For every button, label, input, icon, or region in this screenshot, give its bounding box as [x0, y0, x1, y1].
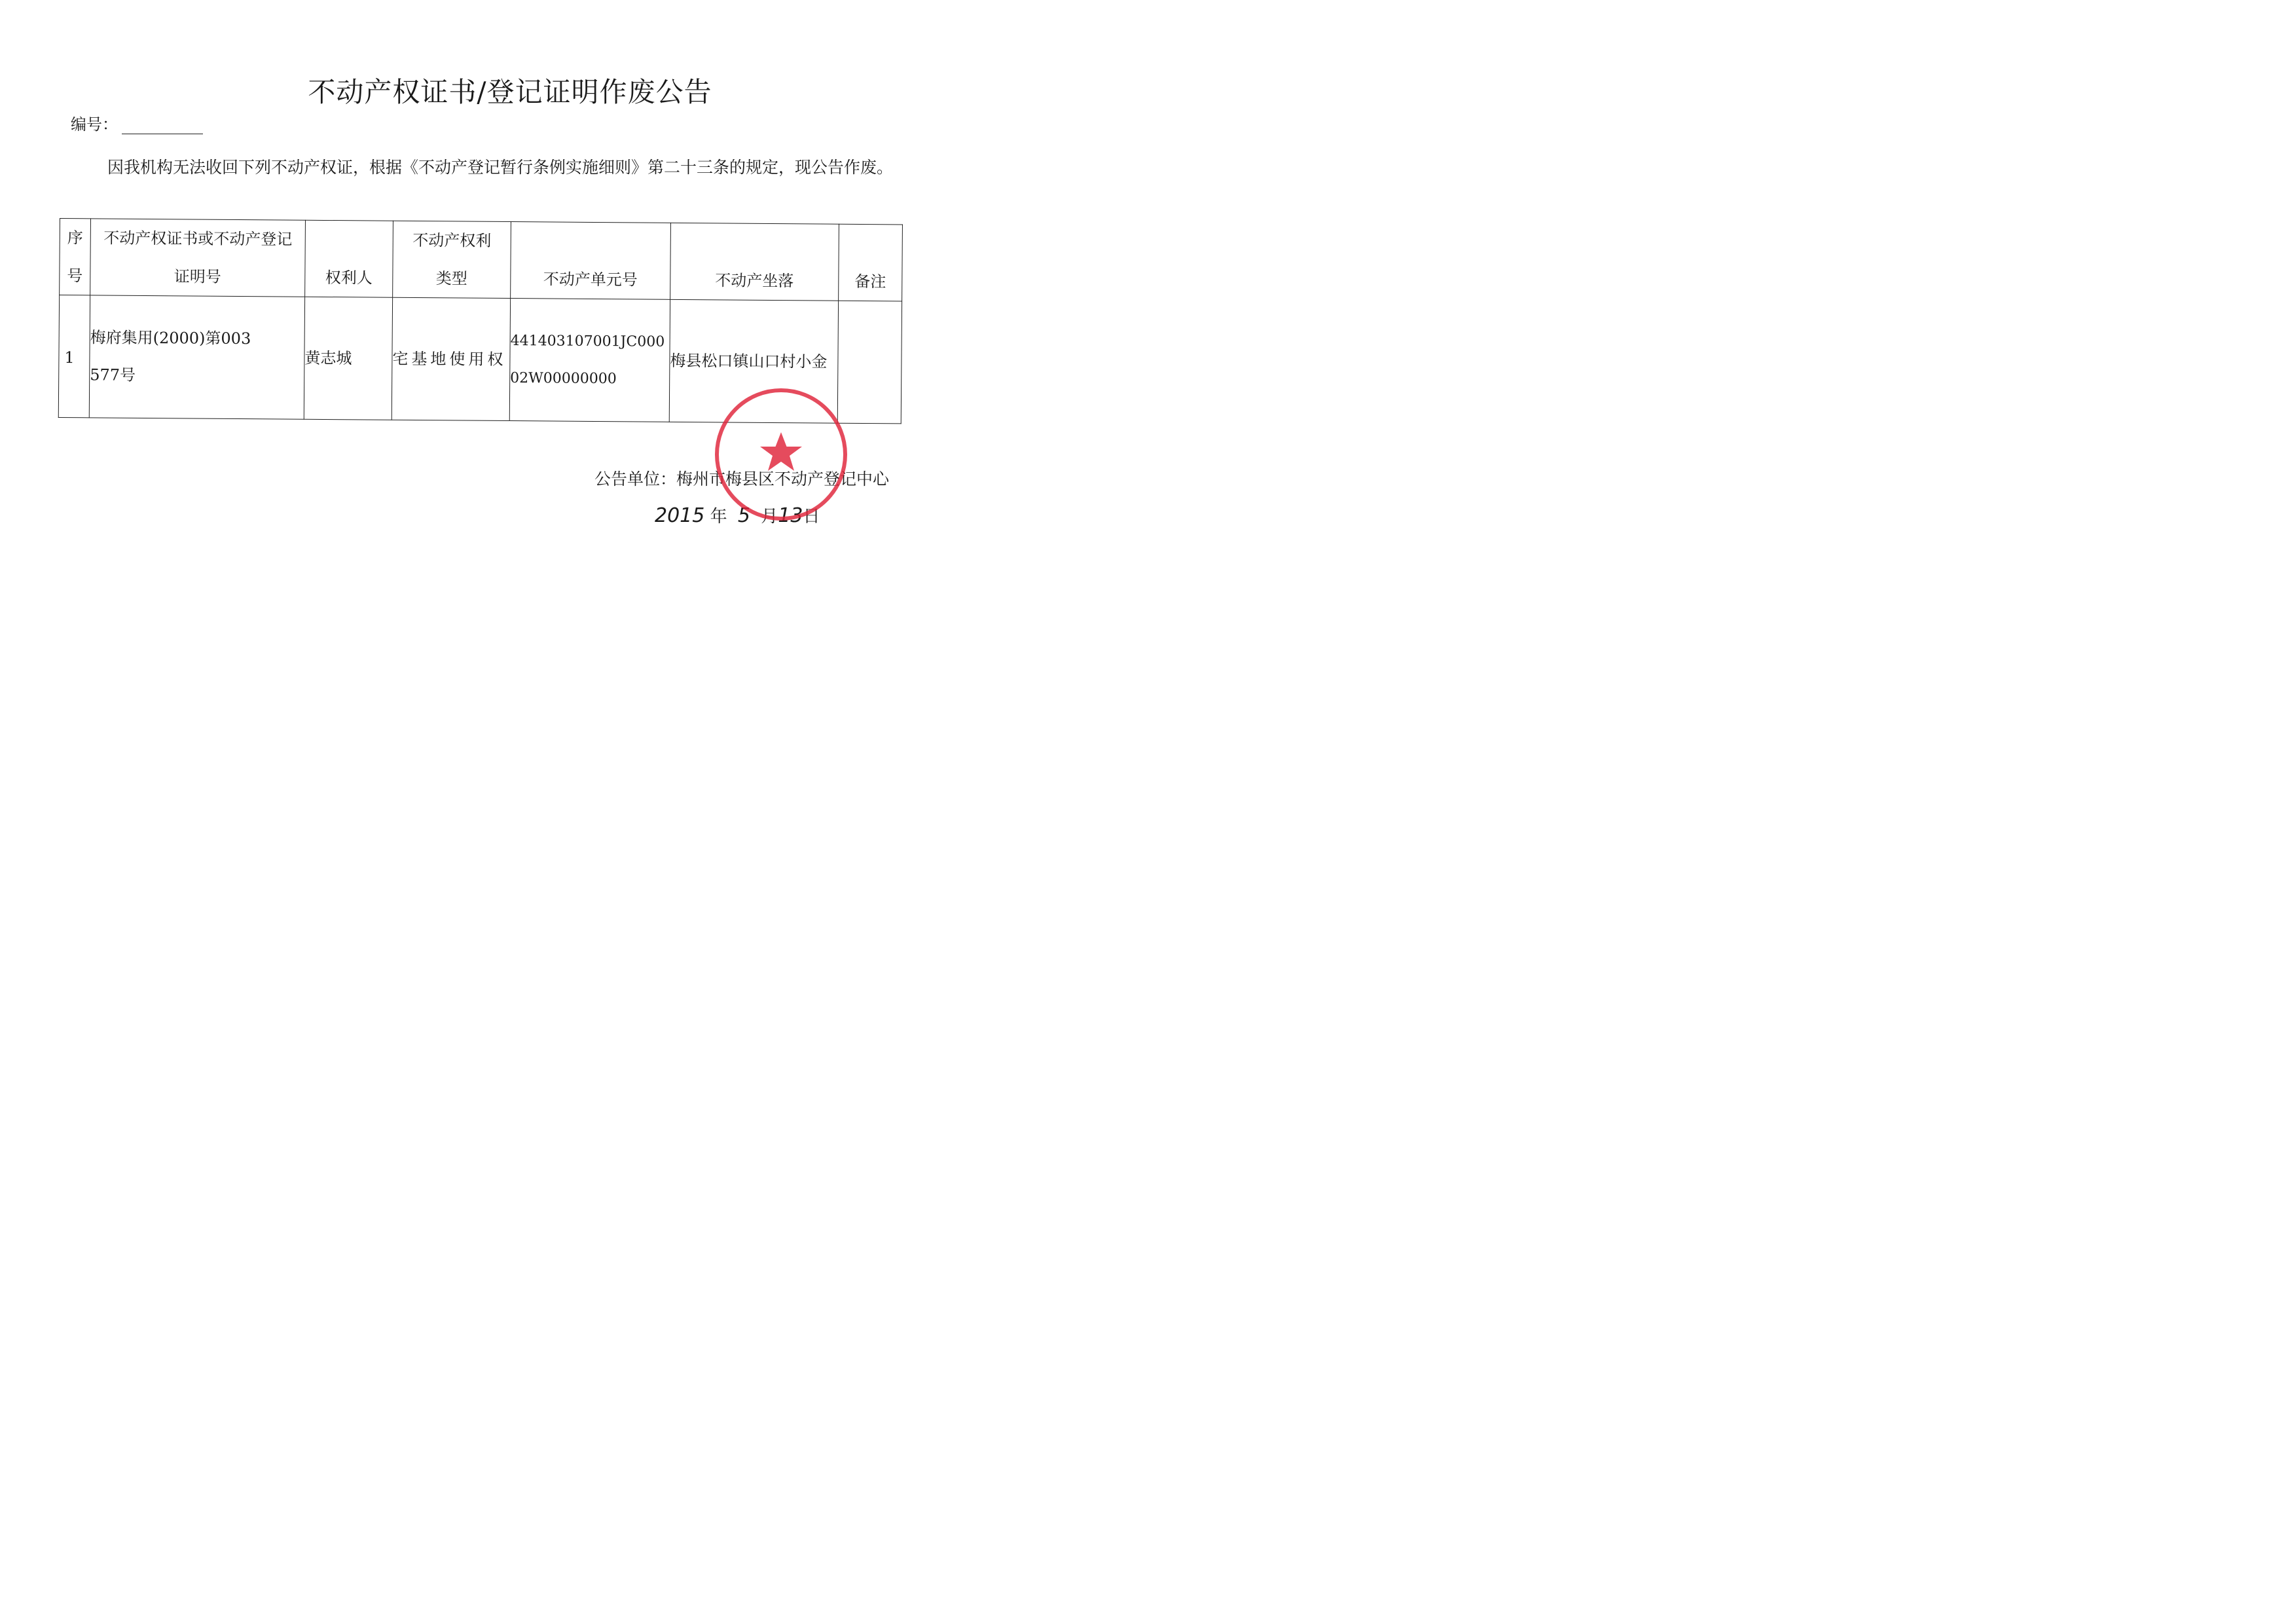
- cell-cert-no: 梅府集用(2000)第003577号: [89, 295, 304, 419]
- cell-unit-no: 441403107001JC00002W00000000: [509, 299, 670, 422]
- header-cert-no: 不动产权证书或不动产登记证明号: [90, 219, 306, 297]
- date-day-unit: 日: [803, 507, 820, 526]
- cell-seq: 1: [58, 295, 90, 418]
- header-right-type: 不动产权利类型: [393, 221, 511, 298]
- date-year: 2015: [655, 504, 705, 527]
- date-year-unit: 年: [710, 507, 727, 526]
- header-holder: 权利人: [305, 220, 393, 297]
- header-location: 不动产坐落: [670, 223, 839, 301]
- date-day: 13: [778, 504, 803, 527]
- document-number-label: 编号：: [71, 115, 118, 134]
- document-number-line: [71, 111, 203, 134]
- header-unit-no: 不动产单元号: [511, 222, 671, 300]
- cell-location: 梅县松口镇山口村小金: [669, 299, 838, 423]
- issuer-line: 公告单位：梅州市梅县区不动产登记中心: [594, 470, 890, 489]
- cell-right-type: 宅基地使用权: [392, 297, 510, 420]
- header-seq: 序号: [60, 219, 91, 295]
- date-month-unit: 月: [761, 507, 778, 526]
- cell-holder: 黄志城: [304, 297, 392, 420]
- document-number-blank: [122, 115, 203, 134]
- official-seal: [712, 385, 850, 524]
- header-remark: 备注: [839, 224, 903, 301]
- document-title: 不动产权证书/登记证明作废公告: [308, 76, 712, 108]
- star-icon: [760, 432, 802, 471]
- table-header-row: [60, 219, 903, 301]
- notice-intro: 因我机构无法收回下列不动产权证，根据《不动产登记暂行条例实施细则》第二十三条的规定，现公告作废。: [107, 158, 894, 177]
- date-month: 5: [737, 504, 750, 527]
